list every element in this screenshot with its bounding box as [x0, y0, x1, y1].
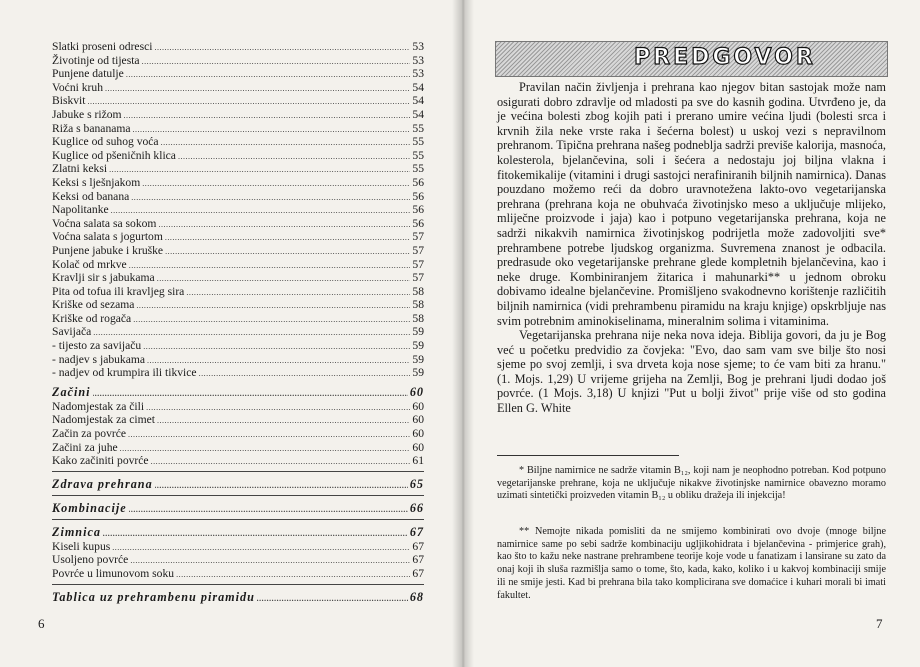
dot-leader [154, 41, 410, 55]
toc-entry-page: 67 [412, 553, 424, 567]
toc-section [52, 500, 424, 516]
dot-leader [165, 245, 410, 259]
toc-entry-title: Životinje od tijesta [52, 53, 140, 67]
toc-entry-page: 57 [412, 230, 424, 244]
toc-entry-page: 56 [412, 189, 424, 203]
toc-entry-title: Nadomjestak za cimet [52, 413, 156, 427]
toc-entry-title: Kolač od mrkve [52, 257, 127, 271]
toc-entry-page: 56 [412, 203, 424, 217]
toc-section-page: 67 [409, 524, 424, 539]
toc-entry [52, 176, 424, 190]
toc-section-title: Tablica uz prehrambenu piramidu [52, 589, 255, 604]
footnote-1 [497, 465, 886, 503]
footnote-2-text: ** Nemojte nikada pomisliti da ne smijemo kombinirati ovo dvoje (mnoge biljne namirnice same po sebi sadrže kombinaciju ugljikohidrata i bjelančevina - primjerice grah), kao što to kažu neke nastrane prehrambene teorije koje vode u fanatizam i lansirane su zato da onaj koji ih sluša razmišlja samo o tome, što, kada, kako, koliko i u kakvoj kombinaciji smije ili ne smije jesti. Kad bi prehrana bila tako komplicirana sve domaćice i kuhari morali bi imati fakultet. [497, 526, 886, 601]
toc-entry [52, 454, 424, 468]
toc-section-title: Zimnica [52, 524, 101, 539]
toc-entry-title: Punjene jabuke i kruške [52, 243, 164, 257]
dot-leader [136, 299, 410, 313]
toc-entry [52, 54, 424, 68]
dot-leader [155, 478, 408, 494]
dot-leader [129, 502, 408, 518]
toc-entry-page: 67 [412, 539, 424, 553]
toc-entry-page: 59 [412, 339, 424, 353]
toc-entry [52, 441, 424, 455]
toc-entry-page: 53 [412, 53, 424, 67]
toc-entry-title: Nadomjestak za čili [52, 399, 145, 413]
toc-entry [52, 94, 424, 108]
toc-entry [52, 400, 424, 414]
toc-entry [52, 312, 424, 326]
toc-sections [52, 384, 424, 605]
table-of-contents [52, 40, 424, 605]
toc-entry-page: 59 [412, 366, 424, 380]
toc-entry-page: 56 [412, 175, 424, 189]
toc-entry-page: 55 [412, 121, 424, 135]
dot-leader [131, 191, 410, 205]
toc-entry-title: Kako začiniti povrće [52, 454, 149, 468]
toc-entry-title: Kuglice od suhog voća [52, 135, 159, 149]
dot-leader [111, 204, 411, 218]
toc-section-page: 65 [409, 476, 424, 491]
dot-leader [129, 259, 411, 273]
toc-entry-page: 59 [412, 325, 424, 339]
toc-entry-page: 58 [412, 298, 424, 312]
dot-leader [157, 272, 411, 286]
toc-entry [52, 366, 424, 380]
dot-leader [124, 109, 411, 123]
toc-entry-page: 67 [412, 567, 424, 580]
toc-entry-page: 53 [412, 40, 424, 53]
preface-paragraph-2: Vegetarijanska prehrana nije neka nova ideja. Biblija govori, da ju je Bog već u početku predvidio za čovjeka: "Evo, dao sam vam sve bilje što nosi sjeme po svoj zemlji, i sva drveta koja nose sjeme; to će vam biti za hranu." (1. Mojs. 1,29) U vrijeme grijeha na Zemlji, Bog je prehrani ljudi dodao još povrće. (1 Mojs. 3,18) U knjizi "Put u bolji život" prije više od sto godina Ellen G. White [497, 328, 886, 416]
toc-entry-title: Začini za juhe [52, 440, 118, 454]
toc-section [52, 384, 424, 400]
toc-entry-title: Keksi od banana [52, 189, 130, 203]
toc-entry-page: 54 [412, 80, 424, 94]
toc-entry [52, 353, 424, 367]
page-title: PREDGOVOR [634, 45, 816, 70]
section-divider [52, 519, 424, 520]
toc-entry-page: 59 [412, 352, 424, 366]
toc-entry [52, 108, 424, 122]
toc-section-title: Kombinacije [52, 500, 127, 515]
dot-leader [128, 428, 410, 442]
toc-entry-title: Voćna salata s jogurtom [52, 230, 163, 244]
dot-leader [165, 231, 411, 245]
toc-entry-title: Kriške od sezama [52, 298, 135, 312]
toc-entry-title: Keksi s lješnjakom [52, 175, 141, 189]
toc-entry-page: 55 [412, 162, 424, 176]
toc-entry-title: Savijača [52, 325, 92, 339]
footnote-2 [497, 526, 886, 602]
right-page-number: 7 [876, 616, 883, 631]
toc-entry-title: Kiseli kupus [52, 539, 111, 553]
book-gutter [452, 0, 474, 667]
dot-leader [93, 326, 410, 340]
toc-entry-page: 60 [412, 413, 424, 427]
toc-entry [52, 413, 424, 427]
toc-section-title: Zdrava prehrana [52, 476, 153, 491]
section-divider [52, 584, 424, 585]
toc-entry-title: Riža s bananama [52, 121, 131, 135]
dot-leader [186, 286, 410, 300]
toc-section-page: 68 [409, 589, 424, 604]
toc-entry-title: Pita od tofua ili kravljeg sira [52, 284, 185, 298]
toc-entry-page: 58 [412, 284, 424, 298]
toc-entry [52, 298, 424, 312]
toc-entry-title: Biskvit [52, 94, 86, 108]
toc-entry [52, 540, 424, 554]
toc-entry [52, 230, 424, 244]
dot-leader [112, 541, 410, 555]
toc-entry [52, 567, 424, 581]
dot-leader [142, 177, 410, 191]
footnote-divider [497, 455, 679, 456]
toc-entry [52, 553, 424, 567]
toc-entry [52, 135, 424, 149]
toc-entry-page: 60 [412, 440, 424, 454]
toc-entry [52, 190, 424, 204]
toc-entry [52, 67, 424, 81]
toc-entry [52, 149, 424, 163]
toc-entry [52, 258, 424, 272]
toc-entry-title: - tijesto za savijaču [52, 339, 142, 353]
toc-section [52, 476, 424, 492]
toc-entry-title: Zlatni keksi [52, 162, 108, 176]
toc-entry-page: 57 [412, 257, 424, 271]
toc-entry-page: 61 [412, 454, 424, 468]
toc-entry-title: - nadjev od krumpira ili tikvice [52, 366, 197, 380]
dot-leader [142, 55, 411, 69]
dot-leader [178, 150, 410, 164]
preface-body [497, 80, 886, 416]
toc-entry-title: Slatki proseni odresci [52, 40, 153, 53]
toc-entry [52, 81, 424, 95]
toc-entry-page: 55 [412, 148, 424, 162]
toc-entry-page: 56 [412, 216, 424, 230]
dot-leader [105, 82, 410, 96]
toc-entry-title: Voćni kruh [52, 80, 103, 94]
toc-entry-page: 54 [412, 94, 424, 108]
toc-section [52, 589, 424, 605]
toc-section-title: Začini [52, 384, 91, 399]
toc-entry-title: Napolitanke [52, 203, 109, 217]
dot-leader [151, 455, 411, 469]
toc-entry [52, 40, 424, 54]
toc-entry-title: Voćna salata sa sokom [52, 216, 157, 230]
toc-entry [52, 203, 424, 217]
toc-items [52, 40, 424, 380]
toc-section [52, 524, 424, 540]
toc-entry-page: 54 [412, 107, 424, 121]
toc-entry-title: Kravlji sir s jabukama [52, 271, 155, 285]
dot-leader [158, 218, 410, 232]
dot-leader [146, 401, 410, 415]
section-divider [52, 471, 424, 472]
toc-entry-title: Kuglice od pšeničnih klica [52, 148, 176, 162]
dot-leader [157, 414, 410, 428]
footnote-1-text: * Biljne namirnice ne sadrže vitamin B₁₂, koji nam je neophodno potreban. Kod potpuno vegetarijanske prehrane, koja ne uključuje nikakve životinjske namirnice obavezno moramo uzimati sintetički proizveden vitamin B₁₂ u obliku dražeja ili injekcija! [497, 465, 886, 502]
toc-entry [52, 285, 424, 299]
dot-leader [133, 313, 410, 327]
toc-entry-page: 60 [412, 399, 424, 413]
toc-entry [52, 122, 424, 136]
toc-entry-title: Povrće u limunovom soku [52, 567, 175, 580]
toc-entry-title: Punjene datulje [52, 67, 124, 81]
toc-entry-page: 58 [412, 311, 424, 325]
toc-entry-title: Začin za povrće [52, 427, 127, 441]
dot-leader [199, 367, 411, 381]
toc-entry [52, 427, 424, 441]
dot-leader [103, 526, 408, 542]
toc-entry-title: - nadjev s jabukama [52, 352, 146, 366]
toc-entry [52, 217, 424, 231]
dot-leader [176, 568, 410, 582]
toc-entry-page: 57 [412, 271, 424, 285]
dot-leader [109, 163, 410, 177]
toc-entry-title: Usoljeno povrće [52, 553, 129, 567]
dot-leader [88, 95, 411, 109]
toc-entry-page: 57 [412, 243, 424, 257]
toc-entry [52, 325, 424, 339]
title-banner [495, 41, 888, 77]
toc-entry-page: 53 [412, 67, 424, 81]
section-divider [52, 495, 424, 496]
toc-entry-page: 60 [412, 427, 424, 441]
toc-entry-title: Kriške od rogača [52, 311, 132, 325]
dot-leader [161, 136, 411, 150]
dot-leader [147, 354, 410, 368]
toc-entry [52, 244, 424, 258]
dot-leader [133, 123, 411, 137]
toc-section-page: 66 [409, 500, 424, 515]
dot-leader [120, 442, 411, 456]
toc-entry-title: Jabuke s rižom [52, 107, 122, 121]
toc-entry [52, 162, 424, 176]
preface-paragraph-1: Pravilan način življenja i prehrana kao njegov bitan sastojak može nam osigurati dobro zdravlje od mladosti pa sve do kasnih godina. Utvrđeno je, da je većina bolesti zbog kojih pati i prerano umire većina ljudi (bolesti srca i krvnih žila neke vrste raka i šećerna bolest) u uskoj vezi s nepravilnom prehranom. Tipična prehrana našeg podneblja sadrži previše kalorija, masnoća, kolesterola, bjelančevina, soli i šećera a nedostaju joj biljna vlakna i fitokemikalije (vitamini i drugi sastojci nerafiniranih biljnih namirnica). Danas pouzdano možemo reći da dobro uravnotežena lakto-ovo vegetarijanska prehrana (prehrana koja ne obuhvaća životinjsko meso a uključuje mlijeko, mliječne proizvode i jaja) kao i potpuno vegetarijanska prehrana, koja ne sadrži nikakvih namirnica životinjskog podrijetla može zadovoljiti sve* prehrambene potrebe ljudskog organizma. Suvremena znanost je odbacila. predrasude oko vegetarijanske prehrane glede kompletnih bjelančevina, kao i neke druge. Kombiniranjem žitarica i mahunarki** u jednom obroku dobivamo idealne bjelančevine. Promišljeno svakodnevno korištenje različitih biljnih namirnica (vidi prehrambenu piramidu na kraju knjige) opskrbljuje nas svim potrebnim aminokiselinama, mineralnim solima i vitaminima. [497, 80, 886, 328]
toc-section-page: 60 [409, 384, 424, 399]
dot-leader [130, 554, 410, 568]
dot-leader [126, 68, 411, 82]
toc-entry [52, 271, 424, 285]
toc-entry-page: 55 [412, 135, 424, 149]
dot-leader [257, 591, 408, 607]
left-page-number: 6 [38, 616, 45, 631]
toc-entry [52, 339, 424, 353]
dot-leader [143, 340, 410, 354]
